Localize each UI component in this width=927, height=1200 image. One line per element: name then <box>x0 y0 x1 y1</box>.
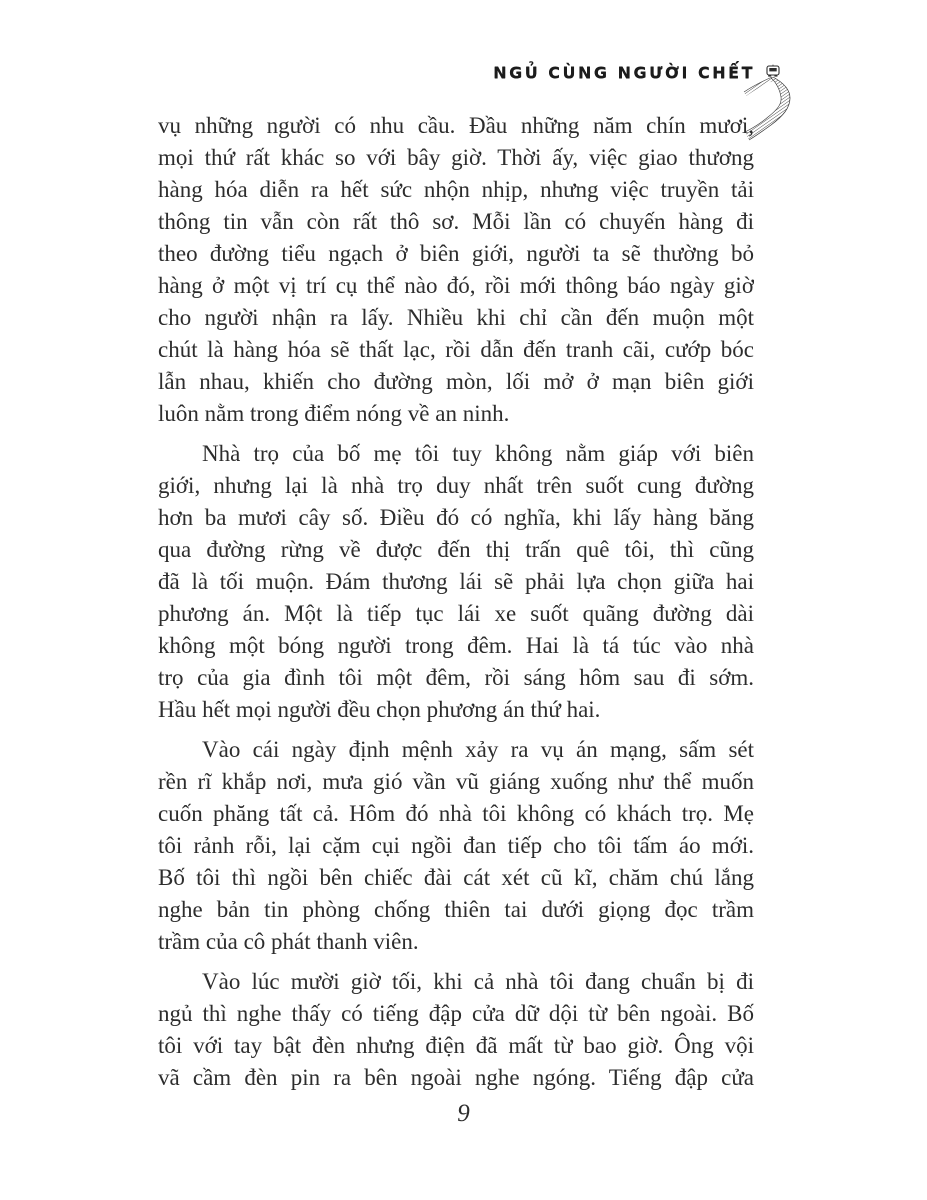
text-line: giới, nhưng lại là nhà trọ duy nhất trên suốt cung đường <box>158 473 754 498</box>
text-line: cuốn phăng tất cả. Hôm đó nhà tôi không có khách trọ. Mẹ <box>158 801 754 826</box>
paragraph <box>158 966 754 1094</box>
running-header-title: NGỦ CÙNG NGƯỜI CHẾT <box>493 63 755 82</box>
text-line: không một bóng người trong đêm. Hai là tá túc vào nhà <box>158 633 754 658</box>
paragraph <box>158 734 754 958</box>
text-block <box>158 110 754 1094</box>
text-line: hàng ở một vị trí cụ thể nào đó, rồi mới thông báo ngày giờ <box>158 273 754 298</box>
text-line: thông tin vẫn còn rất thô sơ. Mỗi lần có chuyến hàng đi <box>158 209 754 234</box>
text-line: đã là tối muộn. Đám thương lái sẽ phải lựa chọn giữa hai <box>158 569 754 594</box>
text-line: hàng hóa diễn ra hết sức nhộn nhịp, nhưng việc truyền tải <box>158 177 754 202</box>
text-line: phương án. Một là tiếp tục lái xe suốt quãng đường dài <box>158 601 754 626</box>
text-line: rền rĩ khắp nơi, mưa gió vần vũ giáng xuống như thể muốn <box>158 769 754 794</box>
text-line: hơn ba mươi cây số. Điều đó có nghĩa, khi lấy hàng băng <box>158 505 754 530</box>
page-number: 9 <box>457 1100 470 1127</box>
text-line: tôi rảnh rỗi, lại cặm cụi ngồi đan tiếp cho tôi tấm áo mới. <box>158 833 754 858</box>
text-line: Nhà trọ của bố mẹ tôi tuy không nằm giáp với biên <box>202 441 754 466</box>
text-line: lẫn nhau, khiến cho đường mòn, lối mở ở mạn biên giới <box>158 369 754 394</box>
truck-icon <box>767 65 779 77</box>
text-line: cho người nhận ra lấy. Nhiều khi chỉ cần đến muộn một <box>158 305 754 330</box>
text-line: Vào lúc mười giờ tối, khi cả nhà tôi đang chuẩn bị đi <box>202 969 754 994</box>
text-line: trọ của gia đình tôi một đêm, rồi sáng hôm sau đi sớm. <box>158 665 754 690</box>
text-line: Vào cái ngày định mệnh xảy ra vụ án mạng, sấm sét <box>202 737 754 762</box>
text-line: nghe bản tin phòng chống thiên tai dưới giọng đọc trầm <box>158 897 754 922</box>
text-line: chút là hàng hóa sẽ thất lạc, rồi dẫn đến tranh cãi, cướp bóc <box>158 337 754 362</box>
text-line: vã cầm đèn pin ra bên ngoài nghe ngóng. Tiếng đập cửa <box>158 1065 754 1090</box>
text-line: tôi với tay bật đèn nhưng điện đã mất từ bao giờ. Ông vội <box>158 1033 754 1058</box>
paragraph <box>158 438 754 726</box>
text-line: mọi thứ rất khác so với bây giờ. Thời ấy, việc giao thương <box>158 145 754 170</box>
text-line: vụ những người có nhu cầu. Đầu những năm chín mươi, <box>158 113 754 138</box>
text-line: theo đường tiểu ngạch ở biên giới, người ta sẽ thường bỏ <box>158 241 754 266</box>
text-line: ngủ thì nghe thấy có tiếng đập cửa dữ dội từ bên ngoài. Bố <box>158 1001 754 1026</box>
text-line: qua đường rừng về được đến thị trấn quê tôi, thì cũng <box>158 537 754 562</box>
paragraph <box>158 110 754 430</box>
text-line: trầm của cô phát thanh viên. <box>158 929 419 954</box>
text-line: luôn nằm trong điểm nóng về an ninh. <box>158 401 510 426</box>
text-line: Bố tôi thì ngồi bên chiếc đài cát xét cũ kĩ, chăm chú lắng <box>158 865 754 890</box>
text-line: Hầu hết mọi người đều chọn phương án thứ hai. <box>158 697 601 722</box>
